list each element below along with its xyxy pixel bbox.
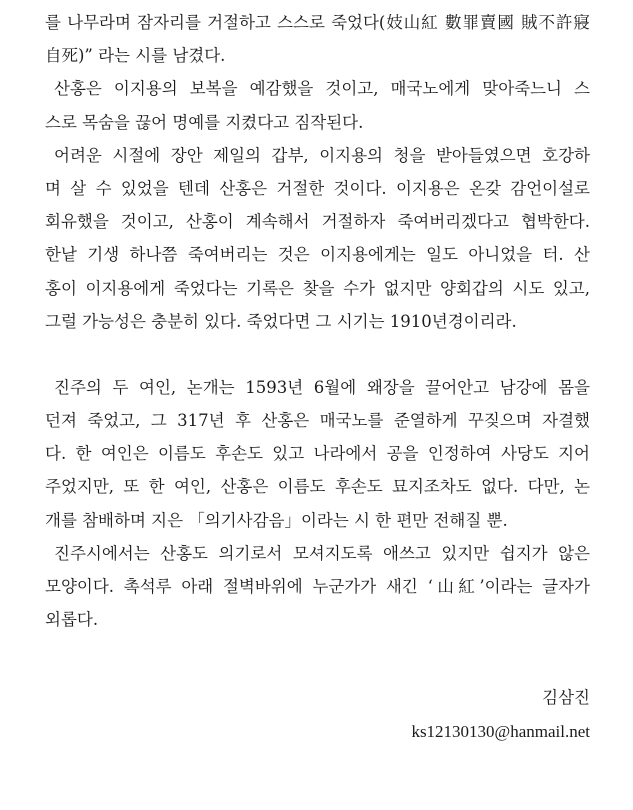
text-line: 진주시에서는 산홍도 의기로서 모셔지도록 애쓰고 있지만 쉽지가 않은 xyxy=(54,543,590,563)
paragraph-gap xyxy=(45,338,590,371)
text-line: 며 살 수 있었을 텐데 산홍은 거절한 것이다. 이지용은 온갖 감언이설로 xyxy=(45,178,590,198)
document-page xyxy=(45,6,590,748)
text-line: 던져 죽었고, 그 317년 후 산홍은 매국노를 준열하게 꾸짖으며 자결했 xyxy=(45,411,590,431)
paragraph-continuation xyxy=(45,6,590,72)
text-line: 외롭다. xyxy=(45,610,99,630)
signature-block xyxy=(45,681,590,747)
text-line: 개를 참배하며 지은 「의기사감음」이라는 시 한 편만 전해질 뿐. xyxy=(45,510,508,530)
text-line: 산홍은 이지용의 보복을 예감했을 것이고, 매국노에게 맞아죽느니 스 xyxy=(54,79,590,99)
signature-gap xyxy=(45,636,590,681)
text-line: 주었지만, 또 한 여인, 산홍은 이름도 후손도 묘지조차도 없다. 다만, 논 xyxy=(45,477,590,497)
paragraph xyxy=(45,139,590,338)
text-line: 自死)” 라는 시를 남겼다. xyxy=(45,46,226,66)
text-line: 어려운 시절에 장안 제일의 갑부, 이지용의 청을 받아들였으면 호강하 xyxy=(54,145,590,165)
text-line: 스로 목숨을 끊어 명예를 지켰다고 짐작된다. xyxy=(45,112,364,132)
text-line: 한낱 기생 하나쯤 죽여버리는 것은 이지용에게는 일도 아니었을 터. 산 xyxy=(45,245,590,265)
text-line: 진주의 두 여인, 논개는 1593년 6월에 왜장을 끌어안고 남강에 몸을 xyxy=(54,377,590,397)
text-line: 회유했을 것이고, 산홍이 계속해서 거절하자 죽여버리겠다고 협박한다. xyxy=(45,212,590,232)
text-line: 그럴 가능성은 충분히 있다. 죽었다면 그 시기는 1910년경이리라. xyxy=(45,311,517,331)
paragraph xyxy=(45,371,590,537)
author-email: ks12130130@hanmail.net xyxy=(411,721,590,741)
paragraph xyxy=(45,537,590,637)
text-line: 홍이 이지용에게 죽었다는 기록은 찾을 수가 없지만 양회갑의 시도 있고, xyxy=(45,278,590,298)
text-line: 를 나무라며 잠자리를 거절하고 스스로 죽었다(妓山紅 數罪賣國 賊不許寢 xyxy=(45,13,590,32)
text-line: 다. 한 여인은 이름도 후손도 있고 나라에서 공을 인정하여 사당도 지어 xyxy=(45,444,590,464)
paragraph xyxy=(45,72,590,138)
author-name: 김삼진 xyxy=(542,688,590,708)
text-line: 모양이다. 촉석루 아래 절벽바위에 누군가가 새긴 ‘山紅’이라는 글자가 xyxy=(45,577,590,596)
